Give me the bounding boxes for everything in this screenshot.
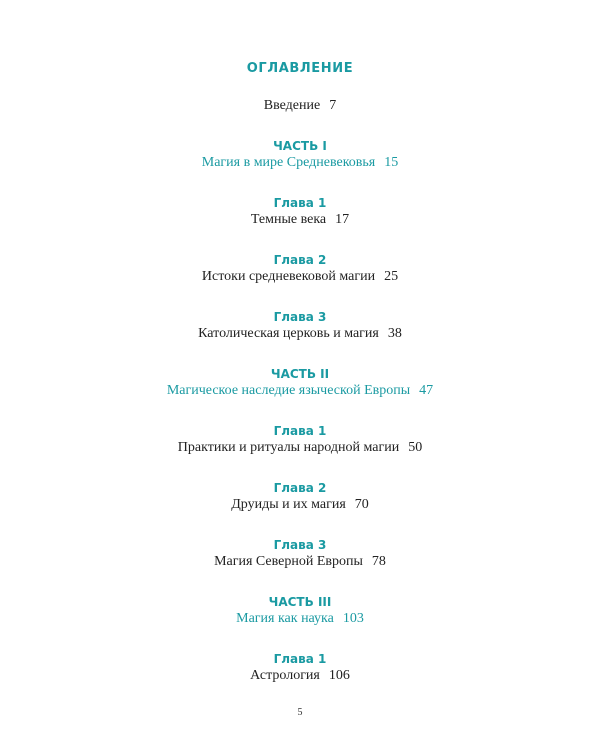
toc-entry-page: 25 (384, 269, 399, 284)
toc-entry-chapter[interactable] (0, 269, 600, 285)
chapter-heading: Глава 3 (273, 538, 327, 552)
toc-entry-label: Друиды и их магия (231, 497, 346, 512)
part-entry-label: Магия в мире Средневековья (201, 155, 376, 170)
toc-entry-chapter[interactable] (0, 212, 600, 228)
toc-entry-chapter[interactable] (0, 440, 600, 456)
toc-entry-label: Практики и ритуалы народной магии (177, 440, 400, 455)
chapter-heading: Глава 1 (273, 652, 327, 666)
chapter-heading: Глава 2 (273, 481, 327, 495)
toc-entry-page: 50 (408, 440, 423, 455)
toc-entry-page: 106 (328, 668, 350, 683)
toc-entry-page: 70 (354, 497, 369, 512)
part-entry-2[interactable] (0, 383, 600, 399)
toc-entry-page: 17 (335, 212, 350, 227)
chapter-heading: Глава 1 (273, 196, 327, 210)
page-number: 5 (297, 707, 303, 718)
toc-entry-label: Введение (263, 98, 321, 113)
part-heading-1: ЧАСТЬ I (273, 139, 327, 153)
toc-title: ОГЛАВЛЕНИЕ (246, 61, 354, 76)
toc-entry-label: Магия Северной Европы (214, 554, 363, 569)
toc-entry-label: Католическая церковь и магия (198, 326, 379, 341)
part-entry-1[interactable] (0, 155, 600, 171)
toc-entry-chapter[interactable] (0, 326, 600, 342)
chapter-heading: Глава 3 (273, 310, 327, 324)
toc-entry-page: 38 (387, 326, 402, 341)
part-entry-page: 15 (384, 155, 399, 170)
toc-entry-label: Астрология (250, 668, 320, 683)
toc-entry-label: Истоки средневековой магии (201, 269, 376, 284)
toc-entry-page: 7 (329, 98, 337, 113)
chapter-heading: Глава 2 (273, 253, 327, 267)
part-entry-label: Магия как наука (236, 611, 334, 626)
toc-entry-chapter[interactable] (0, 554, 600, 570)
part-entry-3[interactable] (0, 611, 600, 627)
part-entry-page: 103 (342, 611, 364, 626)
part-entry-page: 47 (419, 383, 434, 398)
toc-entry-label: Темные века (250, 212, 327, 227)
toc-entry-page: 78 (371, 554, 386, 569)
toc-entry-chapter[interactable] (0, 668, 600, 684)
part-heading-3: ЧАСТЬ III (268, 595, 332, 609)
chapter-heading: Глава 1 (273, 424, 327, 438)
part-heading-2: ЧАСТЬ II (270, 367, 330, 381)
toc-entry-intro[interactable] (0, 98, 600, 114)
toc-entry-chapter[interactable] (0, 497, 600, 513)
part-entry-label: Магическое наследие языческой Европы (166, 383, 411, 398)
